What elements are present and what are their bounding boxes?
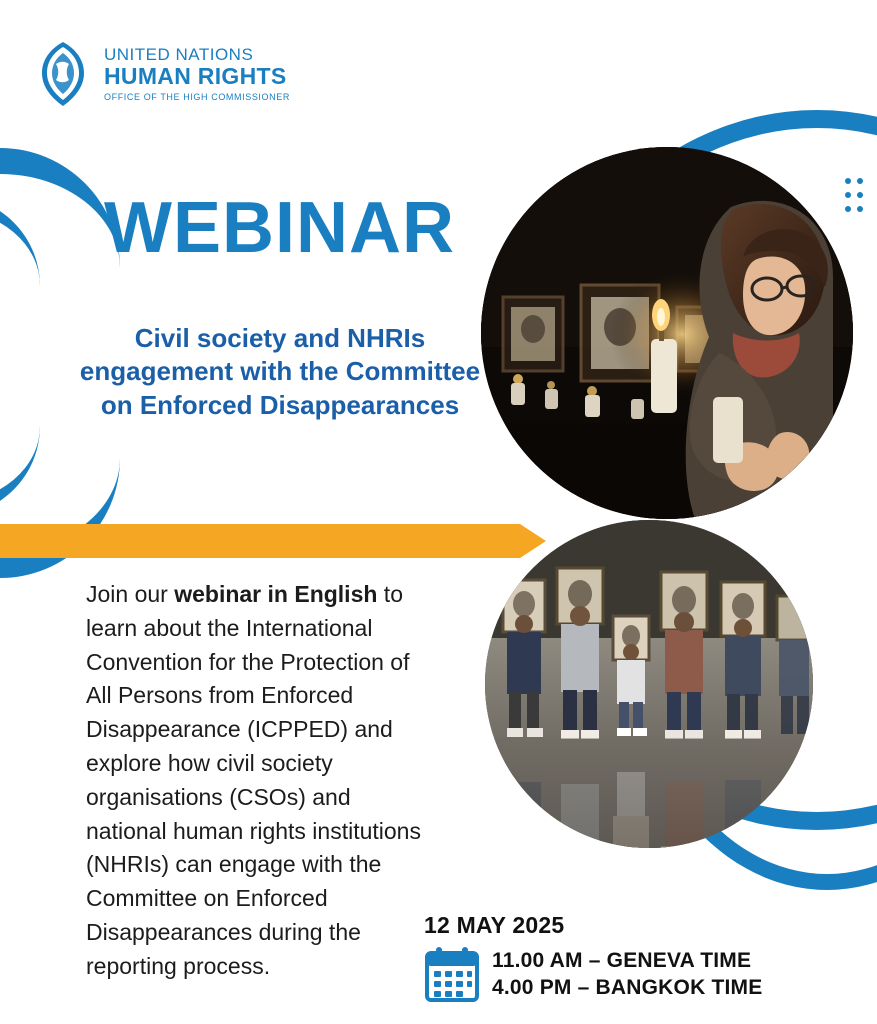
oh chr-logo — [32, 40, 290, 110]
body-text-part2: to learn about the International Convention for the Protection of All Persons from Enforced Disappearance (ICPPED) and explore how civil society organisations (CSOs) and national human rights institutions (NHRIs) can engage with the Committee on Enforced Disappearances during the reporting process. — [86, 581, 421, 979]
subtitle: Civil society and NHRIs engagement with the Committee on Enforced Disappearances — [79, 323, 481, 420]
body-text-part1: Join our — [86, 581, 175, 607]
un-human-rights-dove-icon — [32, 40, 94, 110]
photo-march-portraits — [485, 520, 813, 848]
body-text — [86, 578, 432, 984]
event-times — [492, 949, 762, 1000]
photo-credit: © UNPRPD FUND/UNDP, ARTEM HETMAN, UKRAINE. PUBLISHED IN THE UNPRPD FUND'S ANNUAL REPORT 2022 — [749, 519, 851, 564]
photo-candle-vigil-image — [481, 147, 853, 519]
logo-line-3: OFFICE OF THE HIGH COMMISSIONER — [104, 92, 290, 103]
photo-candle-vigil — [481, 147, 853, 519]
logo-line-1: UNITED NATIONS — [104, 45, 254, 64]
page-title: WEBINAR — [104, 188, 455, 268]
event-date: 12 MAY 2025 — [424, 912, 565, 938]
body-text-highlight: webinar in English — [174, 581, 378, 607]
calendar-icon — [424, 945, 480, 1003]
event-time-geneva: 11.00 AM – GENEVA TIME — [492, 948, 752, 972]
event-time-bangkok: 4.00 PM – BANGKOK TIME — [492, 975, 763, 999]
decorative-orange-band — [0, 524, 520, 558]
photo-march-portraits-image — [485, 520, 813, 848]
decorative-dots — [845, 178, 867, 218]
event-times-row — [424, 945, 844, 1003]
logo-line-2: HUMAN RIGHTS — [104, 62, 287, 89]
event-datetime-block — [424, 912, 844, 1003]
